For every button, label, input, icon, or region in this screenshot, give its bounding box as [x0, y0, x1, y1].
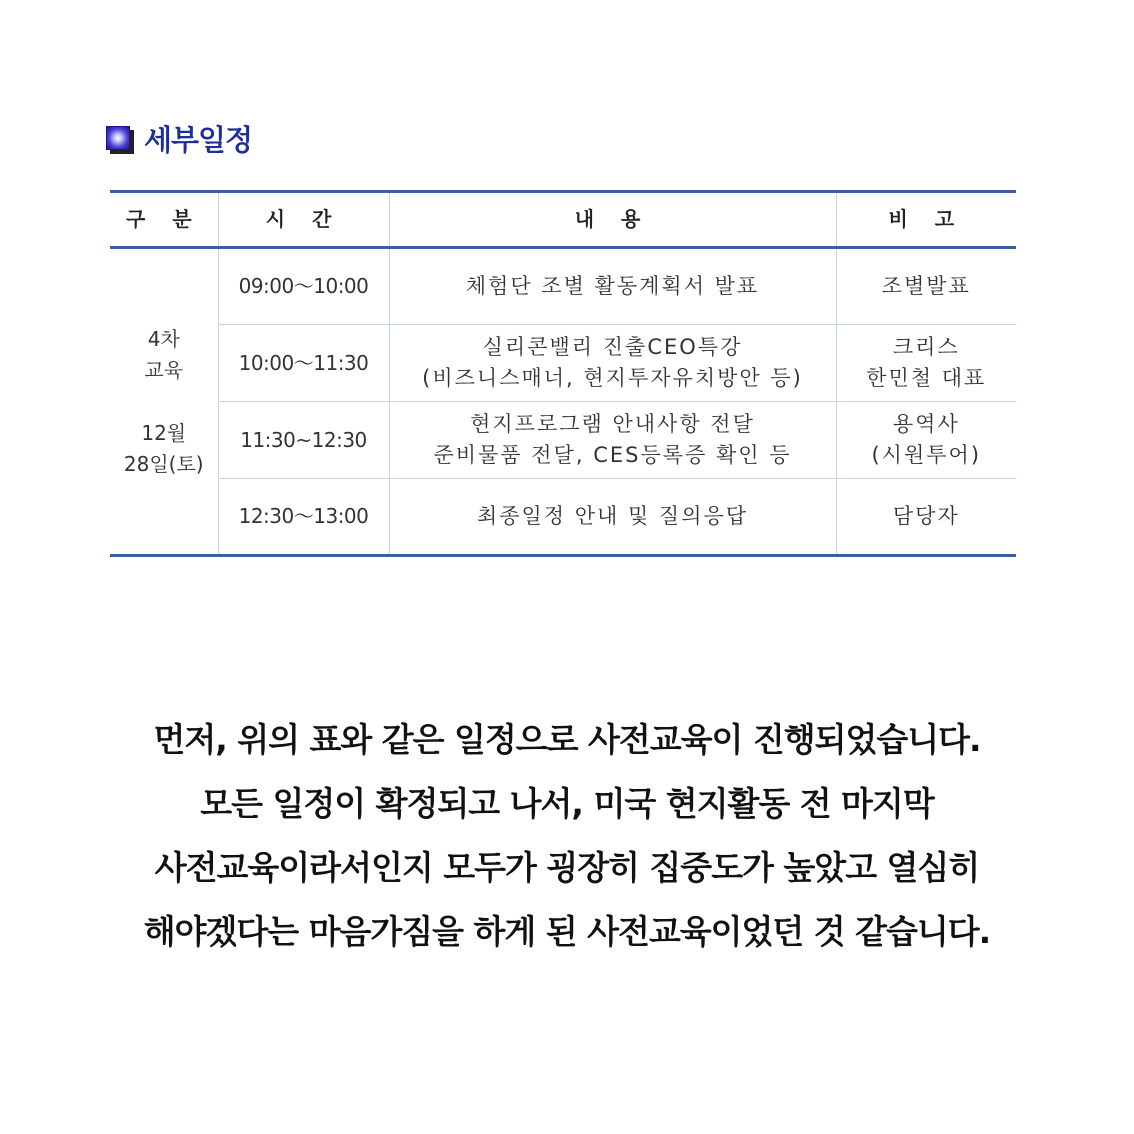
content-cell	[389, 479, 836, 556]
note-line: (시원투어)	[871, 443, 982, 467]
content-line: 실리콘밸리 진출CEO특강	[482, 335, 743, 359]
section-title: 세부일정	[144, 122, 253, 157]
body-line: 먼저, 위의 표와 같은 일정으로 사전교육이 진행되었습니다.	[153, 720, 981, 759]
content-line: 체험단 조별 활동계획서 발표	[465, 274, 760, 298]
note-line: 조별발표	[881, 274, 971, 298]
schedule-table	[110, 190, 1016, 557]
body-paragraph	[0, 708, 1134, 964]
note-cell	[836, 479, 1016, 556]
header-time: 시 간	[218, 192, 389, 248]
table-row	[110, 479, 1016, 556]
session-number: 4차	[147, 326, 180, 351]
note-line: 한민철 대표	[866, 366, 987, 390]
note-cell	[836, 248, 1016, 325]
body-line: 해야겠다는 마음가짐을 하게 된 사전교육이었던 것 같습니다.	[143, 912, 991, 951]
note-line: 크리스	[892, 335, 960, 359]
note-line: 용역사	[892, 412, 960, 436]
header-content: 내 용	[389, 192, 836, 248]
table-row	[110, 248, 1016, 325]
content-cell	[389, 325, 836, 402]
body-line: 모든 일정이 확정되고 나서, 미국 현지활동 전 마지막	[200, 784, 934, 823]
table-row	[110, 325, 1016, 402]
content-cell	[389, 248, 836, 325]
time-cell: 09:00～10:00	[218, 248, 389, 325]
time-cell: 11:30~12:30	[218, 402, 389, 479]
time-cell: 12:30～13:00	[218, 479, 389, 556]
blue-square-bullet-icon	[106, 126, 130, 150]
table-row	[110, 402, 1016, 479]
note-line: 담당자	[892, 504, 960, 528]
date-month: 12월	[141, 420, 187, 445]
header-category: 구 분	[125, 207, 202, 231]
content-line: 최종일정 안내 및 질의응답	[476, 504, 749, 528]
time-cell: 10:00～11:30	[218, 325, 389, 402]
body-line: 사전교육이라서인지 모두가 굉장히 집중도가 높았고 열심히	[154, 848, 980, 887]
header-note: 비 고	[836, 192, 1016, 248]
category-cell	[110, 248, 218, 556]
content-line: 현지프로그램 안내사항 전달	[470, 412, 755, 436]
content-line: 준비물품 전달, CES등록증 확인 등	[433, 443, 792, 467]
note-cell	[836, 325, 1016, 402]
note-cell	[836, 402, 1016, 479]
date-day: 28일(토)	[123, 451, 204, 476]
session-label: 교육	[144, 357, 184, 382]
table-header-row	[110, 192, 1016, 248]
section-header	[106, 118, 252, 158]
content-cell	[389, 402, 836, 479]
content-line: (비즈니스매너, 현지투자유치방안 등)	[422, 366, 803, 390]
